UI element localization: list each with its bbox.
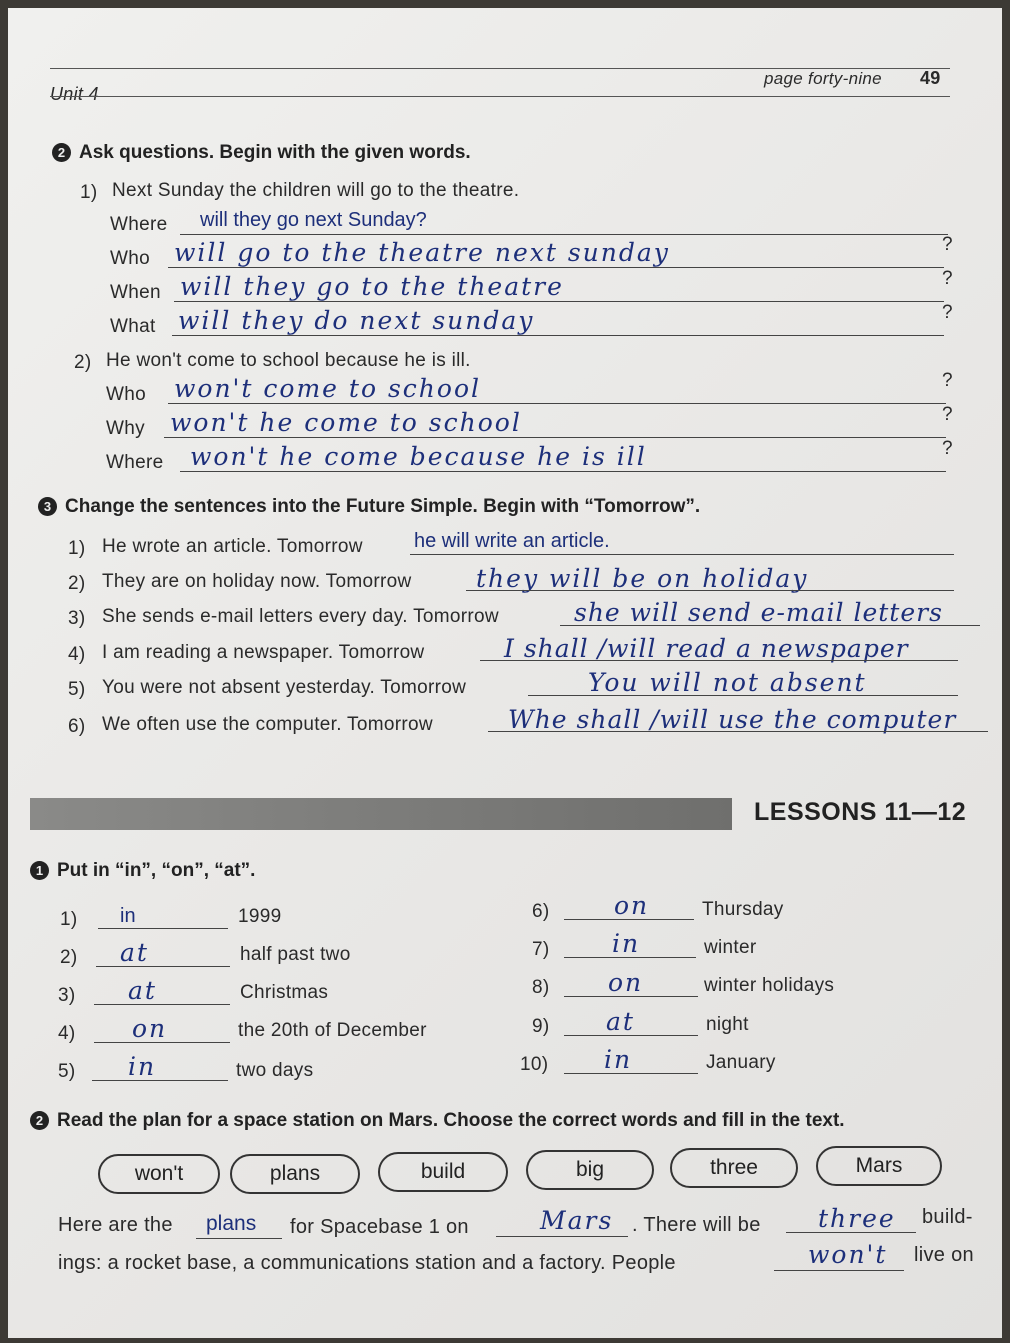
header-bottom-rule xyxy=(50,96,950,97)
ex-l2-instruction: Read the plan for a space station on Mars. Choose the correct words and fill in the text. xyxy=(57,1110,845,1131)
answer-line xyxy=(94,1004,230,1005)
page-number: 49 xyxy=(920,68,941,88)
answer-line xyxy=(496,1236,628,1237)
ex-l2-text-part: Here are the xyxy=(58,1214,173,1236)
ex-l2-text-part: for Spacebase 1 on xyxy=(290,1216,469,1238)
ex-l1-text: January xyxy=(706,1052,776,1073)
answer-line xyxy=(96,966,230,967)
ex-l1-answer: on xyxy=(614,891,650,920)
ex2-q-what-word: What xyxy=(110,316,156,337)
ex-l1-text: Christmas xyxy=(240,982,329,1003)
word-choice-plans: plans xyxy=(230,1154,360,1194)
ex3-item-answer: Whe shall /will use the computer xyxy=(508,705,957,734)
ex-l1-text: winter xyxy=(704,937,757,958)
ex2-heading xyxy=(52,142,471,164)
ex2-number-badge: 2 xyxy=(52,143,71,162)
ex3-instruction: Change the sentences into the Future Simple. Begin with “Tomorrow”. xyxy=(65,496,701,517)
ex-l2-text-part: . There will be xyxy=(632,1214,761,1236)
word-choice-big: big xyxy=(526,1150,654,1190)
ex-l2-text-part: live on xyxy=(914,1244,974,1266)
ex2-s1-sentence: Next Sunday the children will go to the theatre. xyxy=(112,180,520,201)
ex-l2-answer: Mars xyxy=(540,1206,614,1235)
question-mark: ? xyxy=(942,438,953,459)
ex2-q-who-word: Who xyxy=(110,248,150,269)
answer-line xyxy=(466,590,954,591)
ex3-item-answer: she will send e-mail letters xyxy=(574,598,943,627)
ex-l1-answer: in xyxy=(120,905,136,927)
ex-l1-num: 4) xyxy=(58,1023,76,1044)
answer-line xyxy=(564,957,696,958)
unit-label: Unit 4 xyxy=(50,84,99,104)
question-mark: ? xyxy=(942,302,953,323)
ex-l1-answer: in xyxy=(128,1052,157,1081)
ex-l1-answer: on xyxy=(608,968,644,997)
ex2-q-what-answer: will they do next sunday xyxy=(178,306,535,335)
page-words: page forty-nine xyxy=(764,69,882,88)
ex2-q-where2-word: Where xyxy=(106,452,164,473)
ex2-q-why-answer: won't he come to school xyxy=(170,408,522,437)
ex-l1-text: 1999 xyxy=(238,906,282,927)
ex2-q-why-word: Why xyxy=(106,418,145,439)
answer-line xyxy=(564,1035,698,1036)
ex-l1-text: half past two xyxy=(240,944,351,965)
question-mark: ? xyxy=(942,268,953,289)
ex-l1-text: Thursday xyxy=(702,899,784,920)
ex-l1-num: 10) xyxy=(520,1054,549,1075)
ex-l1-num: 5) xyxy=(58,1061,76,1082)
answer-line xyxy=(180,234,948,235)
word-choice-wont: won't xyxy=(98,1154,220,1194)
ex2-q-who2-word: Who xyxy=(106,384,146,405)
ex-l2-answer: three xyxy=(818,1204,896,1233)
ex3-item-answer: he will write an article. xyxy=(414,530,610,552)
ex-l1-answer: in xyxy=(612,929,641,958)
ex-l1-text: two days xyxy=(236,1060,314,1081)
answer-line xyxy=(564,1073,698,1074)
lessons-band xyxy=(30,798,732,830)
answer-line xyxy=(786,1232,916,1233)
workbook-page xyxy=(8,8,1002,1338)
ex-l1-num: 9) xyxy=(532,1016,550,1037)
ex2-instruction: Ask questions. Begin with the given words. xyxy=(79,142,471,163)
ex-l2-text-part: build- xyxy=(922,1206,973,1228)
ex3-item-num: 2) xyxy=(68,573,86,594)
ex-l1-text: night xyxy=(706,1014,749,1035)
ex-l1-answer: at xyxy=(128,976,157,1005)
ex2-q-where-word: Where xyxy=(110,214,168,235)
ex-l1-heading xyxy=(30,860,255,882)
question-mark: ? xyxy=(942,234,953,255)
ex-l2-answer: won't xyxy=(808,1240,888,1269)
ex-l2-number-badge: 2 xyxy=(30,1111,49,1130)
ex-l1-num: 6) xyxy=(532,901,550,922)
lessons-title: LESSONS 11—12 xyxy=(754,798,967,826)
answer-line xyxy=(774,1270,904,1271)
answer-line xyxy=(172,335,944,336)
ex-l2-heading xyxy=(30,1110,845,1132)
ex-l2-text-part: ings: a rocket base, a communications station and a factory. People xyxy=(58,1252,676,1274)
ex3-item-num: 4) xyxy=(68,644,86,665)
ex3-item-text: He wrote an article. Tomorrow xyxy=(102,536,363,557)
ex3-item-num: 6) xyxy=(68,716,86,737)
ex-l1-num: 7) xyxy=(532,939,550,960)
ex-l1-instruction: Put in “in”, “on”, “at”. xyxy=(57,860,256,881)
ex3-item-text: I am reading a newspaper. Tomorrow xyxy=(102,642,425,663)
ex2-q-who2-answer: won't come to school xyxy=(174,374,481,403)
ex3-item-text: They are on holiday now. Tomorrow xyxy=(102,571,412,592)
answer-line xyxy=(168,267,944,268)
ex-l1-text: the 20th of December xyxy=(238,1020,427,1041)
ex-l2-answer: plans xyxy=(206,1212,257,1235)
answer-line xyxy=(98,928,228,929)
ex3-heading xyxy=(38,496,700,518)
answer-line xyxy=(480,660,958,661)
answer-line xyxy=(528,695,958,696)
ex2-q-when-answer: will they go to the theatre xyxy=(180,272,564,301)
ex-l1-num: 1) xyxy=(60,909,78,930)
answer-line xyxy=(564,996,698,997)
ex-l1-number-badge: 1 xyxy=(30,861,49,880)
ex2-q-where-answer: will they go next Sunday? xyxy=(200,209,427,231)
answer-line xyxy=(180,471,946,472)
ex-l1-answer: on xyxy=(132,1014,168,1043)
answer-line xyxy=(560,625,980,626)
word-choice-three: three xyxy=(670,1148,798,1188)
ex3-number-badge: 3 xyxy=(38,497,57,516)
answer-line xyxy=(94,1042,230,1043)
answer-line xyxy=(164,437,946,438)
answer-line xyxy=(196,1238,282,1239)
ex-l1-answer: in xyxy=(604,1045,633,1074)
answer-line xyxy=(564,919,694,920)
ex-l1-answer: at xyxy=(120,938,149,967)
answer-line xyxy=(488,731,988,732)
question-mark: ? xyxy=(942,404,953,425)
ex3-item-answer: they will be on holiday xyxy=(476,564,809,593)
answer-line xyxy=(174,301,944,302)
answer-line xyxy=(410,554,954,555)
question-mark: ? xyxy=(942,370,953,391)
ex3-item-text: She sends e-mail letters every day. Tomorrow xyxy=(102,606,499,627)
ex3-item-text: We often use the computer. Tomorrow xyxy=(102,714,433,735)
ex2-q-where2-answer: won't he come because he is ill xyxy=(190,442,647,471)
ex3-item-text: You were not absent yesterday. Tomorrow xyxy=(102,677,467,698)
ex-l1-num: 2) xyxy=(60,947,78,968)
answer-line xyxy=(168,403,946,404)
ex3-item-num: 1) xyxy=(68,538,86,559)
word-choice-build: build xyxy=(378,1152,508,1192)
ex-l1-num: 8) xyxy=(532,977,550,998)
ex2-q-when-word: When xyxy=(110,282,161,303)
ex2-s2-sentence: He won't come to school because he is ill. xyxy=(106,350,471,371)
word-choice-mars: Mars xyxy=(816,1146,942,1186)
ex3-item-num: 5) xyxy=(68,679,86,700)
ex2-s1-num: 1) xyxy=(80,182,98,203)
ex2-s2-num: 2) xyxy=(74,352,92,373)
ex2-q-who-answer: will go to the theatre next sunday xyxy=(174,238,670,267)
ex-l1-num: 3) xyxy=(58,985,76,1006)
ex-l1-text: winter holidays xyxy=(704,975,835,996)
ex-l1-answer: at xyxy=(606,1007,635,1036)
answer-line xyxy=(92,1080,228,1081)
ex3-item-num: 3) xyxy=(68,608,86,629)
ex3-item-answer: I shall /will read a newspaper xyxy=(504,634,909,663)
ex3-item-answer: You will not absent xyxy=(588,668,867,697)
